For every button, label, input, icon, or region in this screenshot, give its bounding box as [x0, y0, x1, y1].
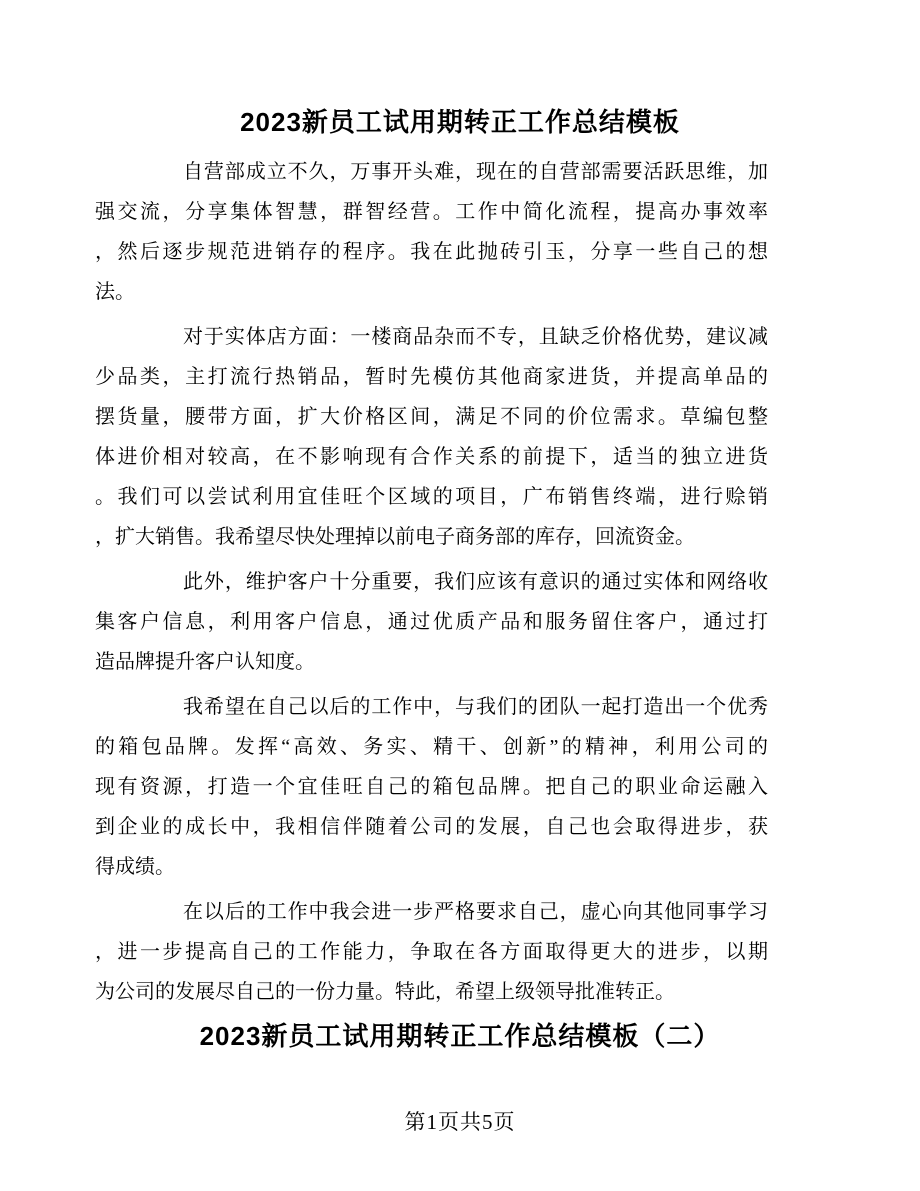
text-line: 的箱包品牌。发挥“高效、务实、精干、创新”的精神，利用公司的 — [95, 736, 768, 758]
paragraph — [95, 892, 768, 1012]
paragraph — [95, 562, 768, 682]
page-footer — [0, 1108, 920, 1136]
paragraph — [95, 317, 768, 557]
paragraph — [95, 687, 768, 887]
text-line: 自营部成立不久，万事开头难，现在的自营部需要活跃思维，加 — [183, 161, 768, 183]
text-line: 。我们可以尝试利用宜佳旺个区域的项目，广布销售终端，进行赊销 — [95, 486, 768, 508]
text-line: 造品牌提升客户认知度。 — [95, 651, 315, 673]
text-line: 摆货量，腰带方面，扩大价格区间，满足不同的价位需求。草编包整 — [95, 406, 768, 428]
text-line: ，进一步提高自己的工作能力，争取在各方面取得更大的进步，以期 — [95, 941, 768, 963]
text-line: 强交流，分享集体智慧，群智经营。工作中简化流程，提高办事效率 — [95, 201, 768, 223]
text-line: 我希望在自己以后的工作中，与我们的团队一起打造出一个优秀 — [183, 696, 768, 718]
text-line: 现有资源，打造一个宜佳旺自己的箱包品牌。把自己的职业命运融入 — [95, 776, 768, 798]
text-line: 此外，维护客户十分重要，我们应该有意识的通过实体和网络收 — [183, 571, 768, 593]
text-line: 集客户信息，利用客户信息，通过优质产品和服务留住客户，通过打 — [95, 611, 768, 633]
text-line: 到企业的成长中，我相信伴随着公司的发展，自己也会取得进步，获 — [95, 816, 768, 838]
text-line: 少品类，主打流行热销品，暂时先模仿其他商家进货，并提高单品的 — [95, 366, 768, 388]
text-line: 得成绩。 — [95, 856, 175, 878]
text-line: ，扩大销售。我希望尽快处理掉以前电子商务部的库存，回流资金。 — [95, 526, 695, 548]
text-line: 对于实体店方面：一楼商品杂而不专，且缺乏价格优势，建议减 — [183, 326, 768, 348]
page-title: 2023新员工试用期转正工作总结模板 — [240, 107, 680, 137]
page-number-label: 第1页共5页 — [404, 1110, 516, 1134]
paragraph — [95, 152, 768, 312]
section-title-2: 2023新员工试用期转正工作总结模板（二） — [199, 1021, 721, 1051]
text-line: 为公司的发展尽自己的一份力量。特此，希望上级领导批准转正。 — [95, 981, 675, 1003]
text-line: 在以后的工作中我会进一步严格要求自己，虚心向其他同事学习 — [183, 901, 768, 923]
document-body — [95, 152, 768, 1012]
text-line: 体进价相对较高，在不影响现有合作关系的前提下，适当的独立进货 — [95, 446, 768, 468]
text-line: ，然后逐步规范进销存的程序。我在此抛砖引玉，分享一些自己的想 — [95, 241, 768, 263]
text-line: 法。 — [95, 281, 135, 303]
